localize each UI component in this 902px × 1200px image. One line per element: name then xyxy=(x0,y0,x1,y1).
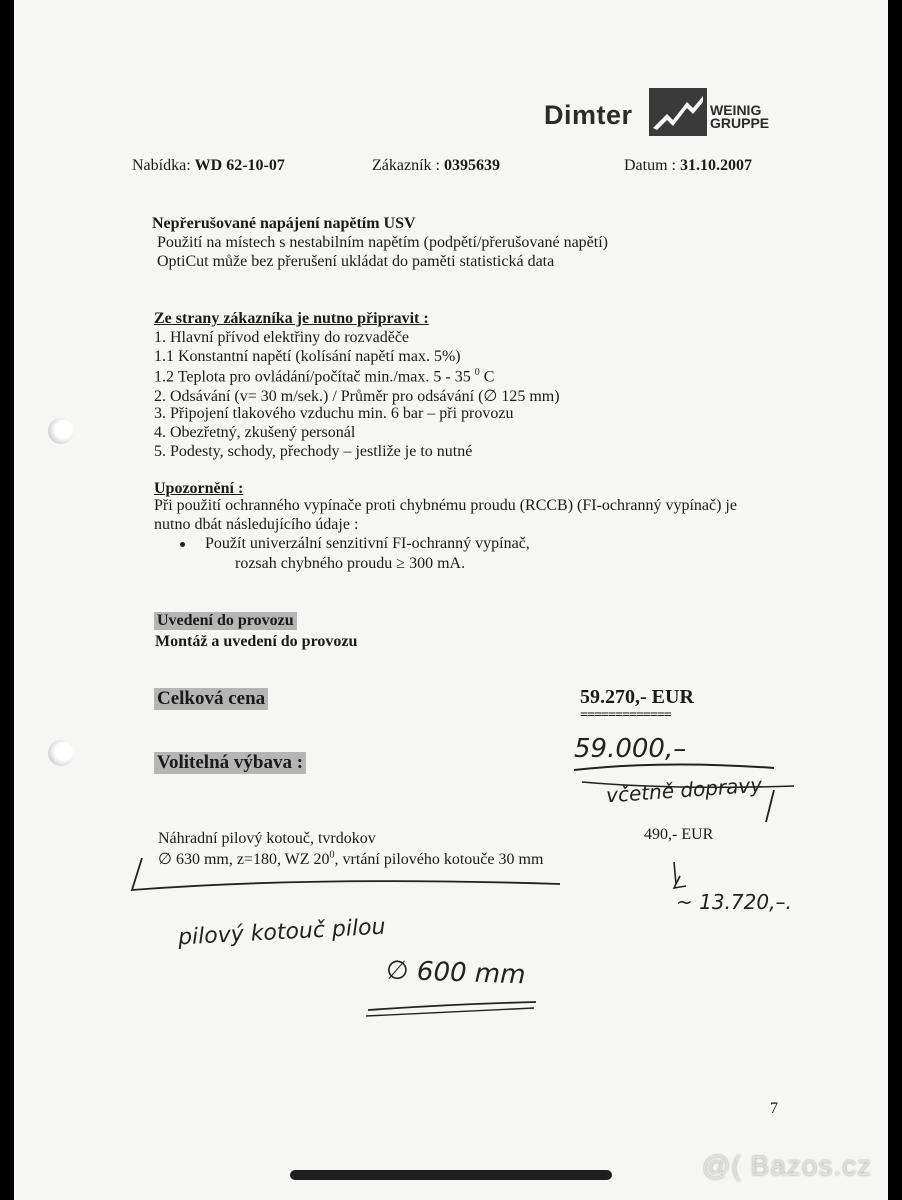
warning-bullet-line-2: rozsah chybného proudu ≥ 300 mA. xyxy=(235,555,466,572)
offer-date: Datum : 31.10.2007 xyxy=(624,157,752,174)
total-price-underline: ============= xyxy=(580,708,671,723)
offer-number: Nabídka: WD 62-10-07 xyxy=(132,157,285,174)
handwritten-delivery-note: včetně dopravy xyxy=(605,772,763,808)
logo-group: WEINIG GRUPPE xyxy=(710,102,770,131)
optional-item-line-2: ∅ 630 mm, z=180, WZ $20^0$, vrtání pilového kotouče 30 mm xyxy=(158,849,544,868)
total-price: 59.270,- EUR xyxy=(580,686,694,708)
warning-bullet-line-1: Použít univerzální senzitivní FI-ochranný vypínač, xyxy=(205,535,530,552)
customer-number: Zákazník : 0395639 xyxy=(372,157,500,174)
handwritten-diameter-note: ∅ 600 mm xyxy=(385,955,526,991)
handwritten-optional-price: ~ 13.720,–. xyxy=(676,890,792,914)
optional-heading: Volitelná výbava : xyxy=(154,752,306,774)
warning-heading: Upozornění : xyxy=(154,480,244,497)
prep-item: 5. Podesty, schody, přechody – jestliže je to nutné xyxy=(154,443,473,460)
logo-brand: Dimter xyxy=(544,100,633,130)
ups-title: Nepřerušované napájení napětím USV xyxy=(152,215,416,232)
customer-prep-heading: Ze strany zákazníka je nutno připravit : xyxy=(154,310,429,327)
bazos-watermark: @( Bazos.cz xyxy=(702,1150,873,1181)
optional-item-line-1: Náhradní pilový kotouč, tvrdokov xyxy=(158,830,376,847)
ups-line-2: OptiCut může bez přerušení ukládat do paměti statistická data xyxy=(157,253,555,270)
prep-item: 1.1 Konstantní napětí (kolísání napětí max. 5%) xyxy=(154,348,461,365)
warning-line-1: Při použití ochranného vypínače proti chybnému proudu (RCCB) (FI-ochranný vypínač) je xyxy=(154,497,737,514)
page-number: 7 xyxy=(770,1100,778,1117)
total-price-label: Celková cena xyxy=(154,688,268,710)
commissioning-heading: Uvedení do provozu xyxy=(154,612,297,630)
prep-item: 3. Připojení tlakového vzduchu min. 6 bar – při provozu xyxy=(154,405,514,422)
commissioning-line: Montáž a uvedení do provozu xyxy=(155,633,358,650)
optional-item-price: 490,- EUR xyxy=(644,826,714,843)
document-page xyxy=(14,0,888,1200)
warning-line-2: nutno dbát následujícího údaje : xyxy=(154,516,359,533)
prep-item-temperature: 1.2 Teplota pro ovládání/počítač min./max. 5 - 35 $^0$ C xyxy=(154,367,495,386)
home-indicator[interactable] xyxy=(290,1170,612,1180)
ups-line-1: Použití na místech s nestabilním napětím (podpětí/přerušované napětí) xyxy=(157,234,608,251)
prep-item: 2. Odsávání (v= 30 m/sek.) / Průměr pro odsávání (∅ 125 mm) xyxy=(154,388,560,405)
prep-item: 1. Hlavní přívod elektřiny do rozvaděče xyxy=(154,329,410,346)
handwritten-total-price: 59.000,– xyxy=(574,734,687,764)
handwritten-strokes xyxy=(14,0,888,1200)
prep-item: 4. Obezřetný, zkušený personál xyxy=(154,424,356,441)
handwritten-saw-blade-note: pilový kotouč pilou xyxy=(177,914,387,951)
